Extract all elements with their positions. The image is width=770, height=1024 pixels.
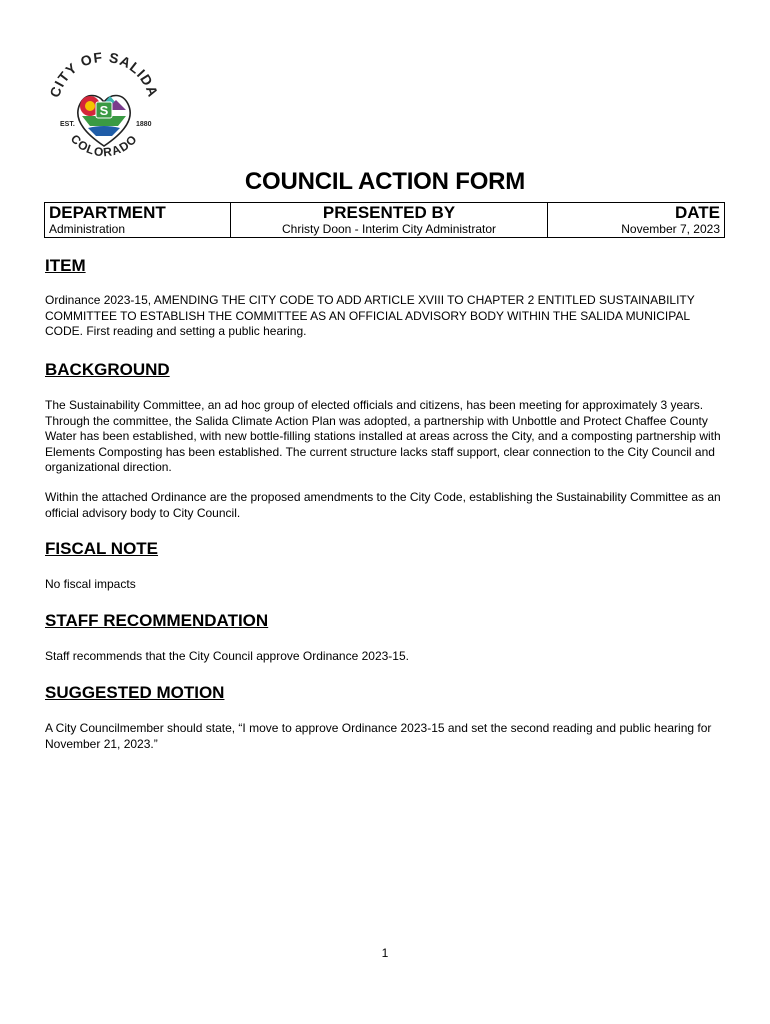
department-cell: [45, 203, 231, 238]
header-table: [44, 202, 725, 238]
staff-recommendation-heading: STAFF RECOMMENDATION: [45, 611, 269, 630]
item-text: Ordinance 2023-15, AMENDING THE CITY CODE TO ADD ARTICLE XVIII TO CHAPTER 2 ENTITLED SUSTAINABILITY COMMITTEE TO ESTABLISH THE COMMITTEE AS AN OFFICIAL ADVISORY BODY WITHIN THE SALIDA MUNICIPAL CODE. First reading and setting a public hearing.: [45, 293, 695, 339]
department-label: DEPARTMENT: [49, 203, 166, 222]
presented-by-label: PRESENTED BY: [322, 203, 456, 222]
logo-center-letter: S: [99, 103, 109, 118]
suggested-motion-heading: SUGGESTED MOTION: [45, 683, 225, 702]
staff-recommendation-text: Staff recommends that the City Council approve Ordinance 2023-15.: [45, 649, 409, 663]
date-value: November 7, 2023: [621, 222, 720, 236]
background-paragraph-2: Within the attached Ordinance are the proposed amendments to the City Code, establishing the Sustainability Committee as an official advisory body to City Council.: [45, 490, 721, 520]
city-of-salida-logo: [40, 46, 168, 174]
background-heading: BACKGROUND: [45, 360, 170, 379]
background-paragraph-1: The Sustainability Committee, an ad hoc group of elected officials and citizens, has been meeting for approximately 3 years. Through the committee, the Salida Climate Action Plan was adopted, a partnership with Unbottle and Protect Chaffee County Water has been established, with new bottle-filling stations installed at areas across the City, and a composting partnership with Elements Composting has been established. The current structure lacks staff support, clear connection to the City Council and organizational direction.: [45, 398, 721, 475]
logo-bottom-text: COLORADO: [67, 131, 141, 160]
presented-by-value: Christy Doon - Interim City Administrator: [281, 222, 497, 236]
logo-est-label: EST.: [60, 121, 75, 128]
page-number: 1: [381, 946, 389, 960]
logo-year: 1880: [136, 121, 152, 128]
logo-top-text: CITY OF SALIDA: [46, 48, 162, 100]
page-title: COUNCIL ACTION FORM: [244, 168, 526, 195]
date-cell: [547, 203, 724, 238]
suggested-motion-text: A City Councilmember should state, “I move to approve Ordinance 2023-15 and set the second reading and public hearing for November 21, 2023.”: [45, 721, 712, 751]
department-value: Administration: [49, 222, 126, 236]
item-heading: ITEM: [45, 256, 86, 275]
date-label: DATE: [674, 203, 720, 222]
svg-text:CITY OF SALIDA: [46, 49, 161, 100]
presented-by-cell: [231, 203, 548, 238]
fiscal-note-heading: FISCAL NOTE: [45, 539, 159, 558]
heart-emblem: [78, 96, 130, 147]
fiscal-note-text: No fiscal impacts: [45, 577, 136, 591]
